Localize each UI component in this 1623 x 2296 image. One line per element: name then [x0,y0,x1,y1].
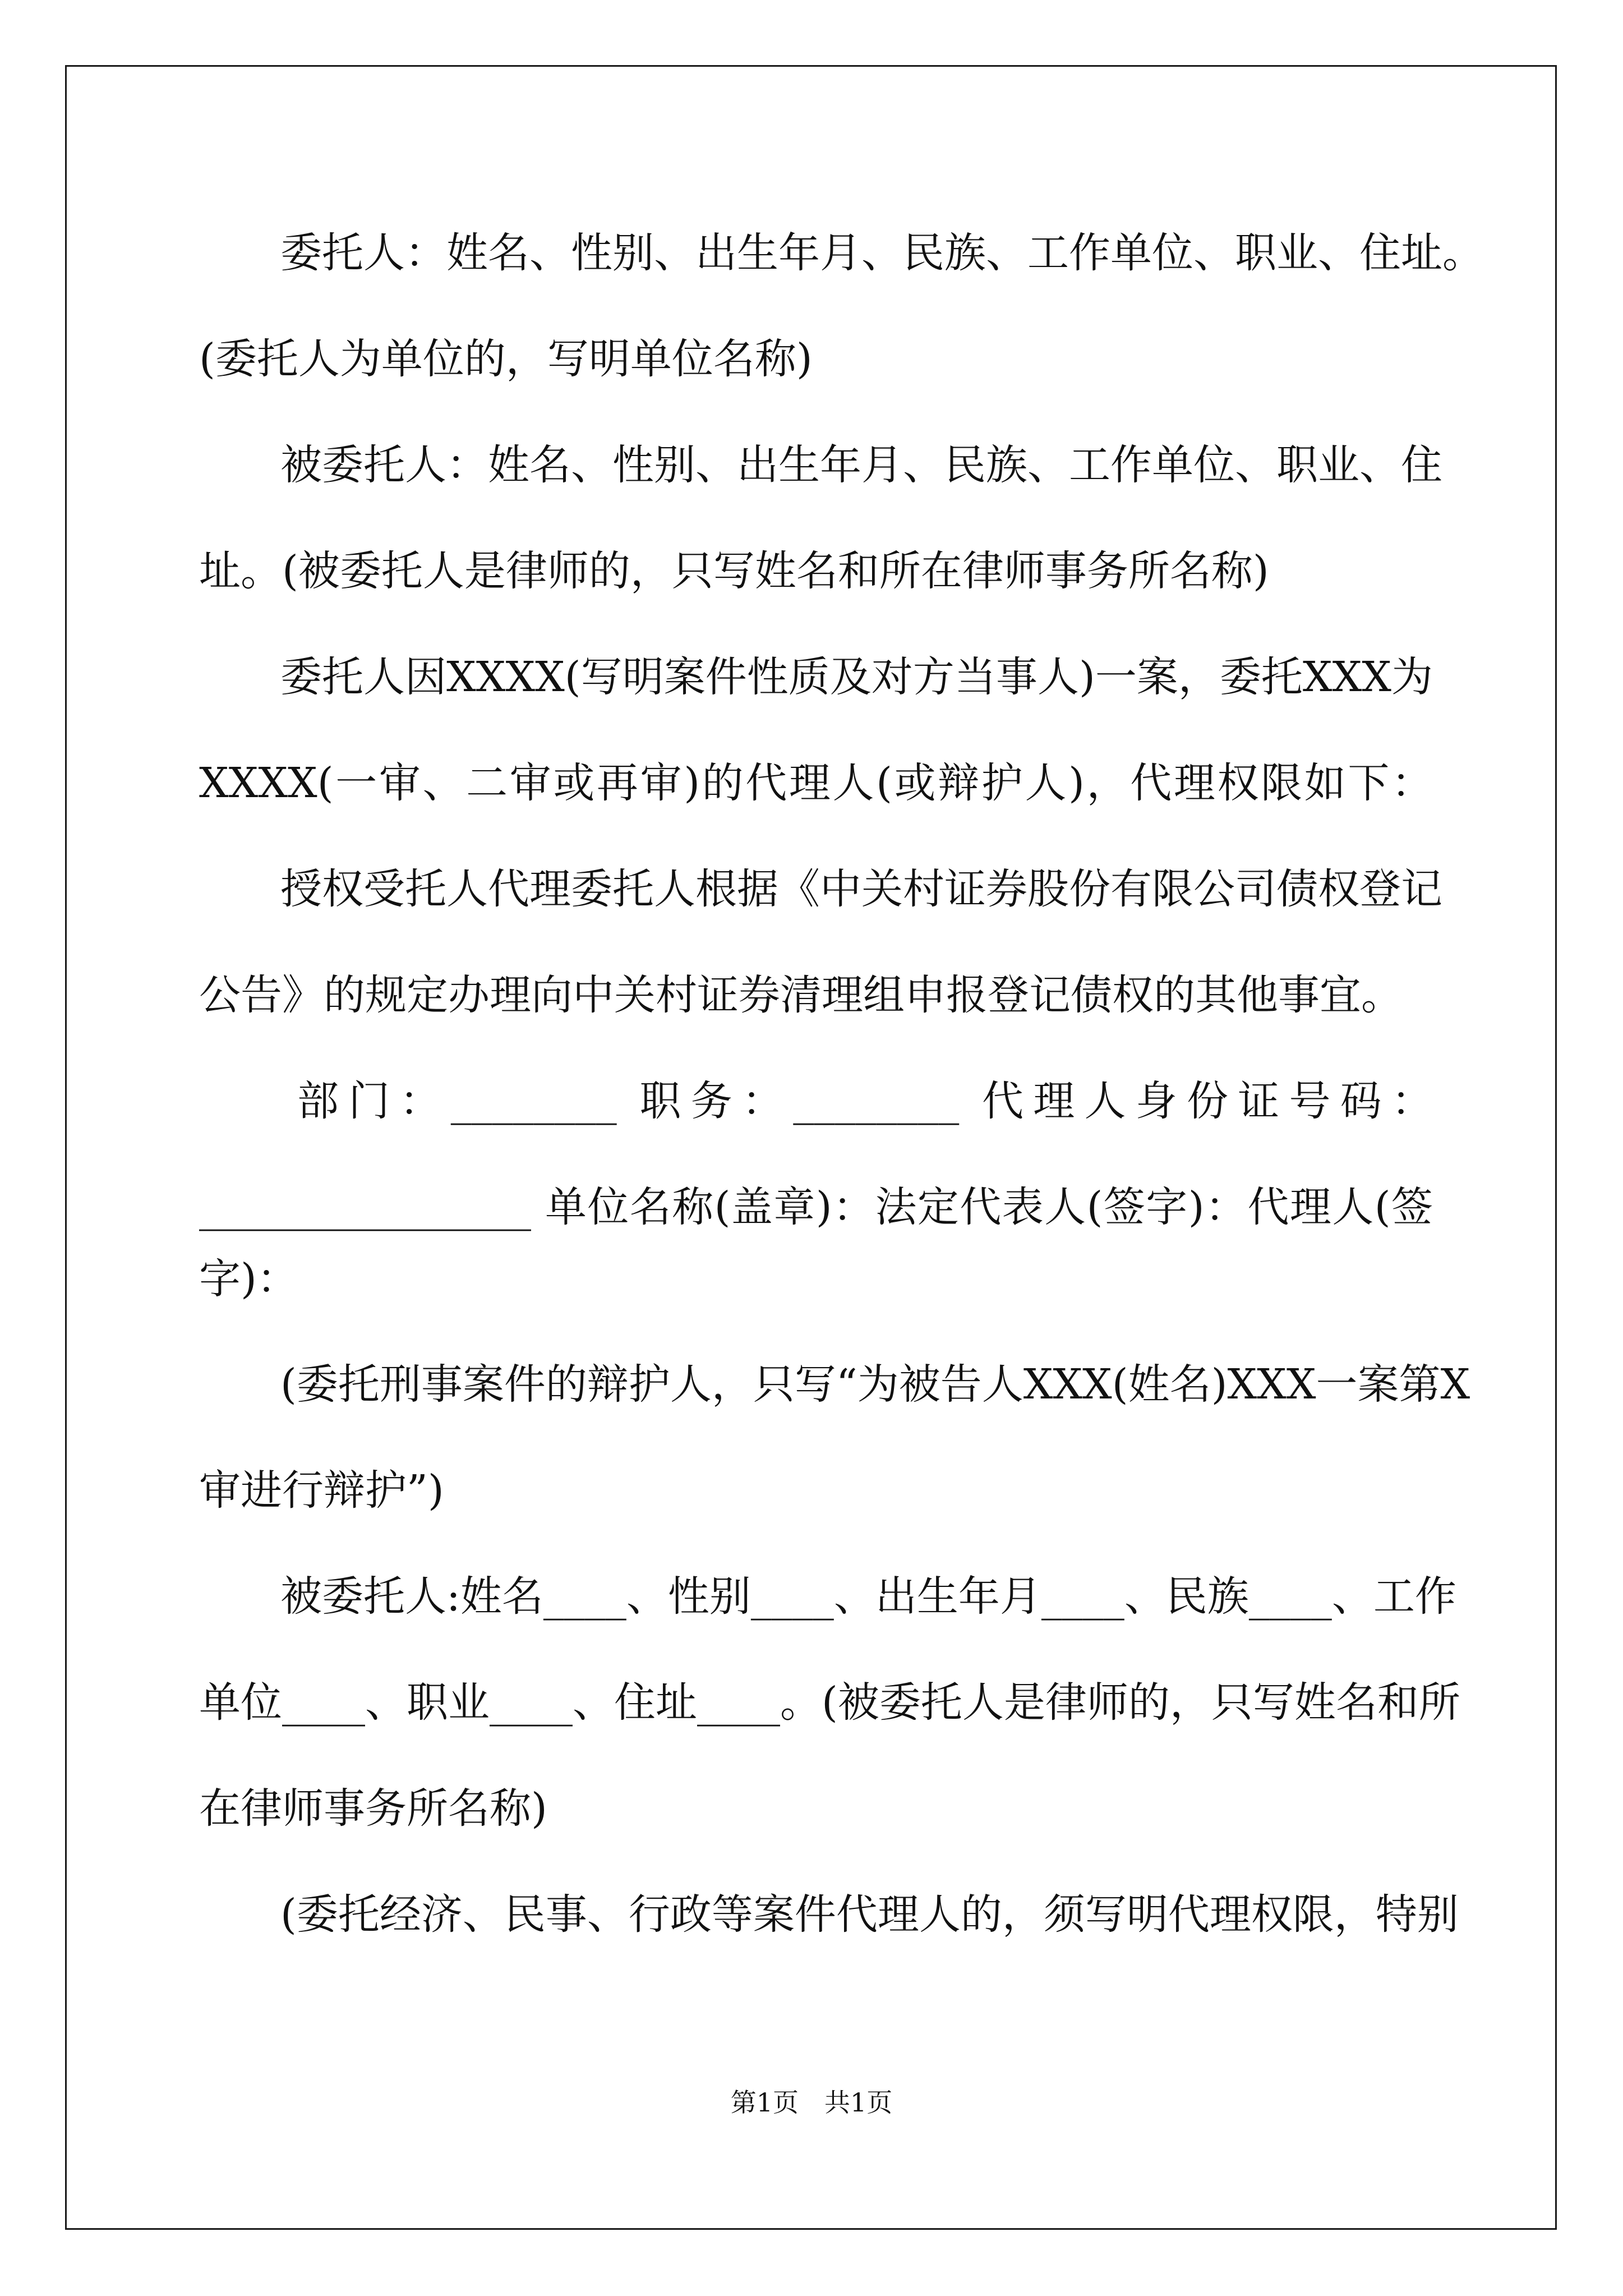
page-number: 第1页 共1页 [730,2087,893,2118]
paragraph-line: 单位____、职业____、住址____。(被委托人是律师的，只写姓名和所 [199,1678,1460,1727]
paragraph-line: 委托人：姓名、性别、出生年月、民族、工作单位、职业、住址。 [280,229,1484,277]
paragraph-line: 址。(被委托人是律师的，只写姓名和所在律师事务所名称) [199,547,1269,595]
paragraph-line: 审进行辩护”) [199,1466,444,1515]
paragraph-line: (委托刑事案件的辩护人，只写“为被告人XXX(姓名)XXX一案第X [280,1360,1470,1409]
paragraph-line: 字)： [199,1255,298,1303]
paragraph-line: (委托经济、民事、行政等案件代理人的，须写明代理权限，特别 [280,1890,1459,1939]
paragraph-line: 被委托人:姓名____、性别____、出生年月____、民族____、工作 [280,1572,1456,1621]
paragraph-line: 委托人因XXXX(写明案件性质及对方当事人)一案，委托XXX为 [280,653,1433,701]
paragraph-line: 部门：________ 职务：________ 代理人身份证号码： [297,1077,1433,1125]
paragraph-line: XXXX(一审、二审或再审)的代理人(或辩护人)，代理权限如下： [199,759,1433,807]
paragraph-line: 公告》的规定办理向中关村证券清理组申报登记债权的其他事宜。 [199,971,1403,1019]
page-footer [0,2086,1623,2119]
paragraph-line: 被委托人：姓名、性别、出生年月、民族、工作单位、职业、住 [280,441,1442,489]
paragraph-line: (委托人为单位的，写明单位名称) [199,335,813,383]
paragraph-line: ________________ 单位名称(盖章)：法定代表人(签字)：代理人(签 [199,1183,1433,1231]
paragraph-line: 在律师事务所名称) [199,1784,547,1833]
paragraph-line: 授权受托人代理委托人根据《中关村证券股份有限公司债权登记 [280,865,1442,913]
